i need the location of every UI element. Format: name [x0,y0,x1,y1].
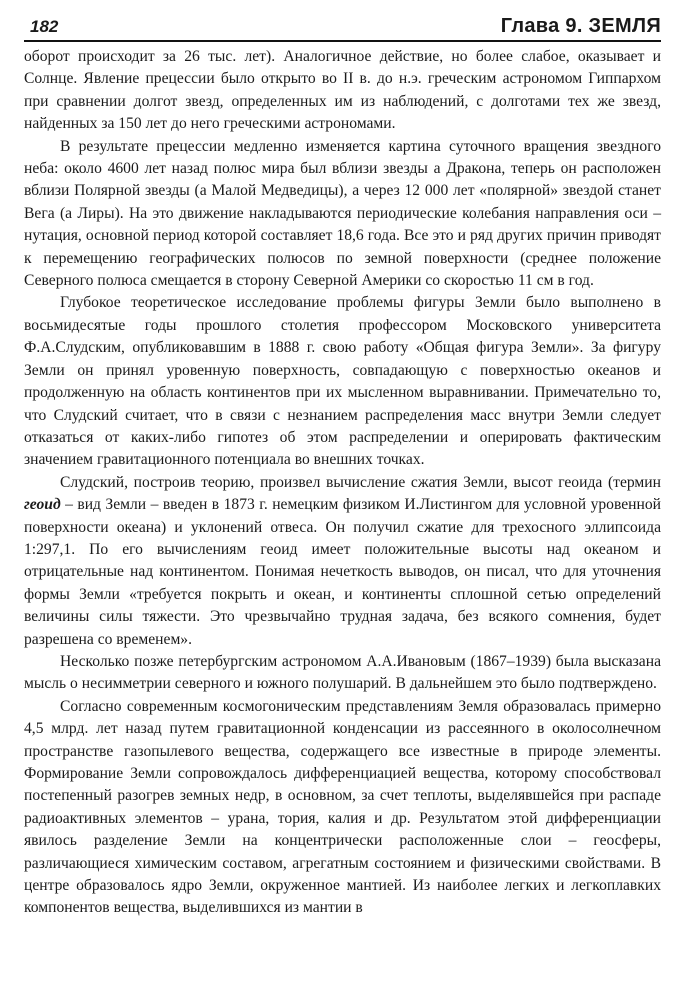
paragraph-ivanov: Несколько позже петербургским астрономом А.А.Ивановым (1867–1939) была высказана мысль о несимметрии северного и южного полушарий. В дальнейшем это было подтверждено. [24,652,661,693]
paragraph-sludsky-research: Глубокое теоретическое исследование проблемы фигуры Земли было выполнено в восьмидесятые годы прошлого столетия профессором Московского университета Ф.А.Слудским, опубликовавшим в 1888 г. свою работу «Общая фигура Земли». За фигуру Земли он принял уровенную поверхность, совпадающую с поверхностью океанов и продолженную на область континентов при их мысленном выравнивании. Примечательно то, что Слудский считает, что в связи с незнанием распределения масс внутри Земли следует отказаться от каких-либо гипотез об этом распределении и оперировать фактическим значением гравитационного потенциала во внешних точках. [24,294,661,469]
geoid-term: геоид [24,496,61,514]
geoid-text-before: Слудский, построив теорию, произвел вычисление сжатия Земли, высот геоида (термин [60,473,661,491]
running-header [24,8,661,42]
geoid-text-after: – вид Земли – введен в 1873 г. немецким физиком И.Листингом для условной уровенной поверхности океана) и уклонений отвеса. Он получил сжатие для трехосного эллипсоида 1:297,1. По его вычислениям геоид имеет положительные высоты над океаном и отрицательные над континентом. Понимая нечеткость выводов, он писал, что для уточнения формы Земли «требуется покрыть и океан, и континенты сплошной сетью определений величины силы тяжести. Это чрезвычайно трудная задача, без всякого сомнения, будет разрешена со временем». [24,496,661,648]
paragraph-earth-formation: Согласно современным космогоническим представлениям Земля образовалась примерно 4,5 млрд. лет назад путем гравитационной конденсации из рассеянного в околосолнечном пространстве газопылевого вещества, содержащего все известные в природе элементы. Формирование Земли сопровождалось дифференциацией вещества, которому способствовал постепенный разогрев земных недр, в основном, за счет теплоты, выделявшейся при распаде радиоактивных элементов – урана, тория, калия и др. Результатом этой дифференциации явилось разделение Земли на концентрически расположенные слои – геосферы, различающиеся химическим составом, агрегатным состоянием и физическими свойствами. В центре образовалось ядро Земли, окруженное мантией. Из наиболее легких и легкоплавких компонентов вещества, выделившихся из мантии в [24,697,661,917]
paragraph-precession-effects: В результате прецессии медленно изменяется картина суточного вращения звездного неба: около 4600 лет назад полюс мира был вблизи звезды а Дракона, теперь он расположен вблизи Полярной звезды (а Малой Медведицы), а через 12 000 лет «полярной» звездой станет Вега (а Лиры). На это движение накладываются периодические колебания направления оси – нутация, основной период которой составляет 18,6 года. Все это и ряд других причин приводят к перемещению географических полюсов по земной поверхности (среднее положение Северного полюса смещается в сторону Северной Америки со скоростью 11 см в год. [24,137,661,290]
chapter-title: Глава 9. ЗЕМЛЯ [500,15,661,37]
paragraph-precession-continued: оборот происходит за 26 тыс. лет). Аналогичное действие, но более слабое, оказывает и Солнце. Явление прецессии было открыто во II в. до н.э. греческим астрономом Гиппархом при сравнении долгот звезд, определенных им из наблюдений, с долготами тех же звезд, найденных за 150 лет до него греческими астрономами. [24,48,661,133]
page-number: 182 [30,17,59,36]
page-body [24,46,661,920]
paragraph-geoid [24,472,661,651]
